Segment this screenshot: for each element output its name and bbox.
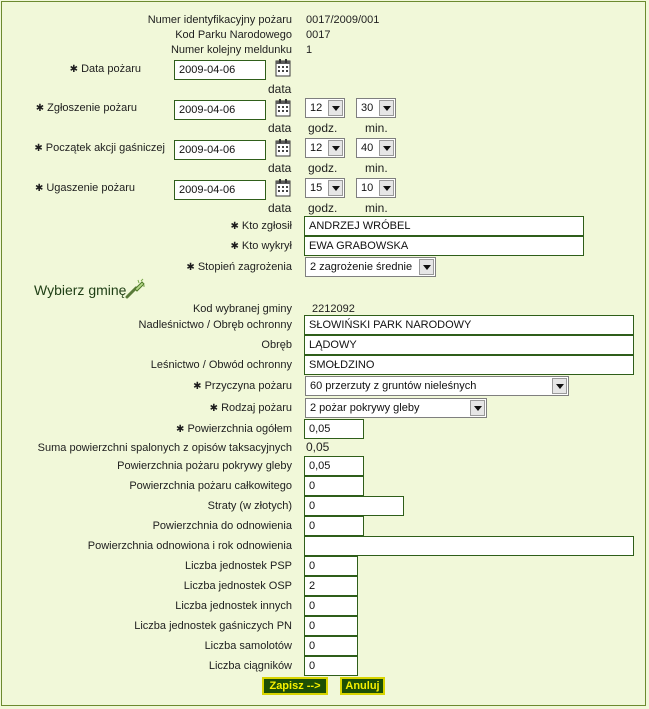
area-soil-label: Powierzchnia pożaru pokrywy gleby <box>117 460 292 472</box>
report-hour-select[interactable]: 12 <box>305 98 345 118</box>
chevron-down-icon <box>419 259 434 275</box>
star-icon: ✱ <box>186 262 195 273</box>
gmina-title: Wybierz gminę <box>34 282 127 298</box>
loss-input[interactable]: 0 <box>304 496 404 516</box>
chevron-down-icon <box>552 378 567 394</box>
area-total-label: ✱ Powierzchnia ogółem <box>176 423 292 435</box>
park-label: Kod Parku Narodowego <box>175 29 292 41</box>
calendar-icon[interactable] <box>275 138 291 158</box>
star-icon: ✱ <box>230 241 239 252</box>
obreb-label: Obręb <box>261 339 292 351</box>
cancel-button[interactable]: Anuluj <box>340 677 385 695</box>
fire-date-input[interactable]: 2009-04-06 <box>174 60 266 80</box>
chevron-down-icon <box>328 180 343 196</box>
star-icon: ✱ <box>230 221 239 232</box>
extinguish-min-select[interactable]: 10 <box>356 178 396 198</box>
extinguish-date-input[interactable]: 2009-04-06 <box>174 180 266 200</box>
fire-date-label: ✱ Data pożaru <box>69 63 141 75</box>
renewed-label: Powierzchnia odnowiona i rok odnowienia <box>87 540 292 552</box>
renew-label: Powierzchnia do odnowienia <box>152 520 292 532</box>
loss-label: Straty (w złotych) <box>207 500 292 512</box>
pick-icon[interactable] <box>124 278 146 300</box>
chevron-down-icon <box>470 400 485 416</box>
other-label: Liczba jednostek innych <box>175 600 292 612</box>
gmina-code-value: 2212092 <box>312 303 355 315</box>
report-min-select[interactable]: 30 <box>356 98 396 118</box>
extinguish-hour-select[interactable]: 15 <box>305 178 345 198</box>
burnt-sum-label: Suma powierzchni spalonych z opisów taksacyjnych <box>37 442 292 454</box>
nadl-label: Nadleśnictwo / Obręb ochronny <box>138 319 292 331</box>
detector-label: ✱ Kto wykrył <box>230 240 292 252</box>
start-min-select[interactable]: 40 <box>356 138 396 158</box>
extinguish-label: ✱ Ugaszenie pożaru <box>34 182 135 194</box>
renew-input[interactable]: 0 <box>304 516 364 536</box>
chevron-down-icon <box>328 100 343 116</box>
save-button[interactable]: Zapisz --> <box>262 677 328 695</box>
chevron-down-icon <box>379 140 394 156</box>
star-icon: ✱ <box>34 143 43 154</box>
area-total-input[interactable]: 0,05 <box>304 419 364 439</box>
date-sublabel: data <box>268 161 292 175</box>
osp-input[interactable]: 2 <box>304 576 358 596</box>
cause-select[interactable]: 60 przerzuty z gruntów nieleśnych <box>305 376 569 396</box>
start-date-input[interactable]: 2009-04-06 <box>174 140 266 160</box>
tractors-input[interactable]: 0 <box>304 656 358 676</box>
report-date-input[interactable]: 2009-04-06 <box>174 100 266 120</box>
star-icon: ✱ <box>176 424 185 435</box>
seq-value: 1 <box>306 44 313 56</box>
area-soil-input[interactable]: 0,05 <box>304 456 364 476</box>
pn-input[interactable]: 0 <box>304 616 358 636</box>
min-sublabel: min. <box>365 201 388 215</box>
calendar-icon[interactable] <box>275 58 291 78</box>
date-sublabel: data <box>268 121 292 135</box>
hour-sublabel: godz. <box>308 201 338 215</box>
tractors-label: Liczba ciągników <box>208 660 292 672</box>
burnt-sum-value: 0,05 <box>306 440 330 454</box>
area-full-label: Powierzchnia pożaru całkowitego <box>129 480 292 492</box>
planes-input[interactable]: 0 <box>304 636 358 656</box>
renewed-input[interactable] <box>304 536 634 556</box>
chevron-down-icon <box>379 180 394 196</box>
min-sublabel: min. <box>365 161 388 175</box>
report-label: ✱ Zgłoszenie pożaru <box>35 102 137 114</box>
type-label: ✱ Rodzaj pożaru <box>209 402 292 414</box>
date-sublabel: data <box>268 82 292 96</box>
type-select[interactable]: 2 pożar pokrywy gleby <box>305 398 487 418</box>
detector-input[interactable]: EWA GRABOWSKA <box>304 236 584 256</box>
star-icon: ✱ <box>209 403 219 414</box>
seq-label: Numer kolejny meldunku <box>170 44 292 56</box>
star-icon: ✱ <box>69 64 79 75</box>
chevron-down-icon <box>379 100 394 116</box>
chevron-down-icon <box>328 140 343 156</box>
lesn-input[interactable]: SMOŁDZINO <box>304 355 634 375</box>
threat-label: ✱ Stopień zagrożenia <box>186 261 292 273</box>
obreb-input[interactable]: LĄDOWY <box>304 335 634 355</box>
start-label: ✱ Początek akcji gaśniczej <box>34 142 165 154</box>
nadl-input[interactable]: SŁOWIŃSKI PARK NARODOWY <box>304 315 634 335</box>
planes-label: Liczba samolotów <box>204 640 292 652</box>
min-sublabel: min. <box>365 121 388 135</box>
cause-label: ✱ Przyczyna pożaru <box>193 380 292 392</box>
threat-select[interactable]: 2 zagrożenie średnie <box>305 257 436 277</box>
star-icon: ✱ <box>193 381 202 392</box>
star-icon: ✱ <box>34 183 44 194</box>
id-value: 0017/2009/001 <box>306 14 380 26</box>
hour-sublabel: godz. <box>308 161 338 175</box>
lesn-label: Leśnictwo / Obwód ochronny <box>150 359 292 371</box>
area-full-input[interactable]: 0 <box>304 476 364 496</box>
start-hour-select[interactable]: 12 <box>305 138 345 158</box>
hour-sublabel: godz. <box>308 121 338 135</box>
id-label: Numer identyfikacyjny pożaru <box>147 14 292 26</box>
osp-label: Liczba jednostek OSP <box>183 580 292 592</box>
calendar-icon[interactable] <box>275 98 291 118</box>
star-icon: ✱ <box>35 103 45 114</box>
other-input[interactable]: 0 <box>304 596 358 616</box>
gmina-code-label: Kod wybranej gminy <box>192 303 292 315</box>
park-value: 0017 <box>306 29 331 41</box>
psp-input[interactable]: 0 <box>304 556 358 576</box>
psp-label: Liczba jednostek PSP <box>184 560 292 572</box>
date-sublabel: data <box>268 201 292 215</box>
reporter-label: ✱ Kto zgłosił <box>230 220 292 232</box>
reporter-input[interactable]: ANDRZEJ WRÓBEL <box>304 216 584 236</box>
calendar-icon[interactable] <box>275 178 291 198</box>
pn-label: Liczba jednostek gaśniczych PN <box>134 620 292 632</box>
